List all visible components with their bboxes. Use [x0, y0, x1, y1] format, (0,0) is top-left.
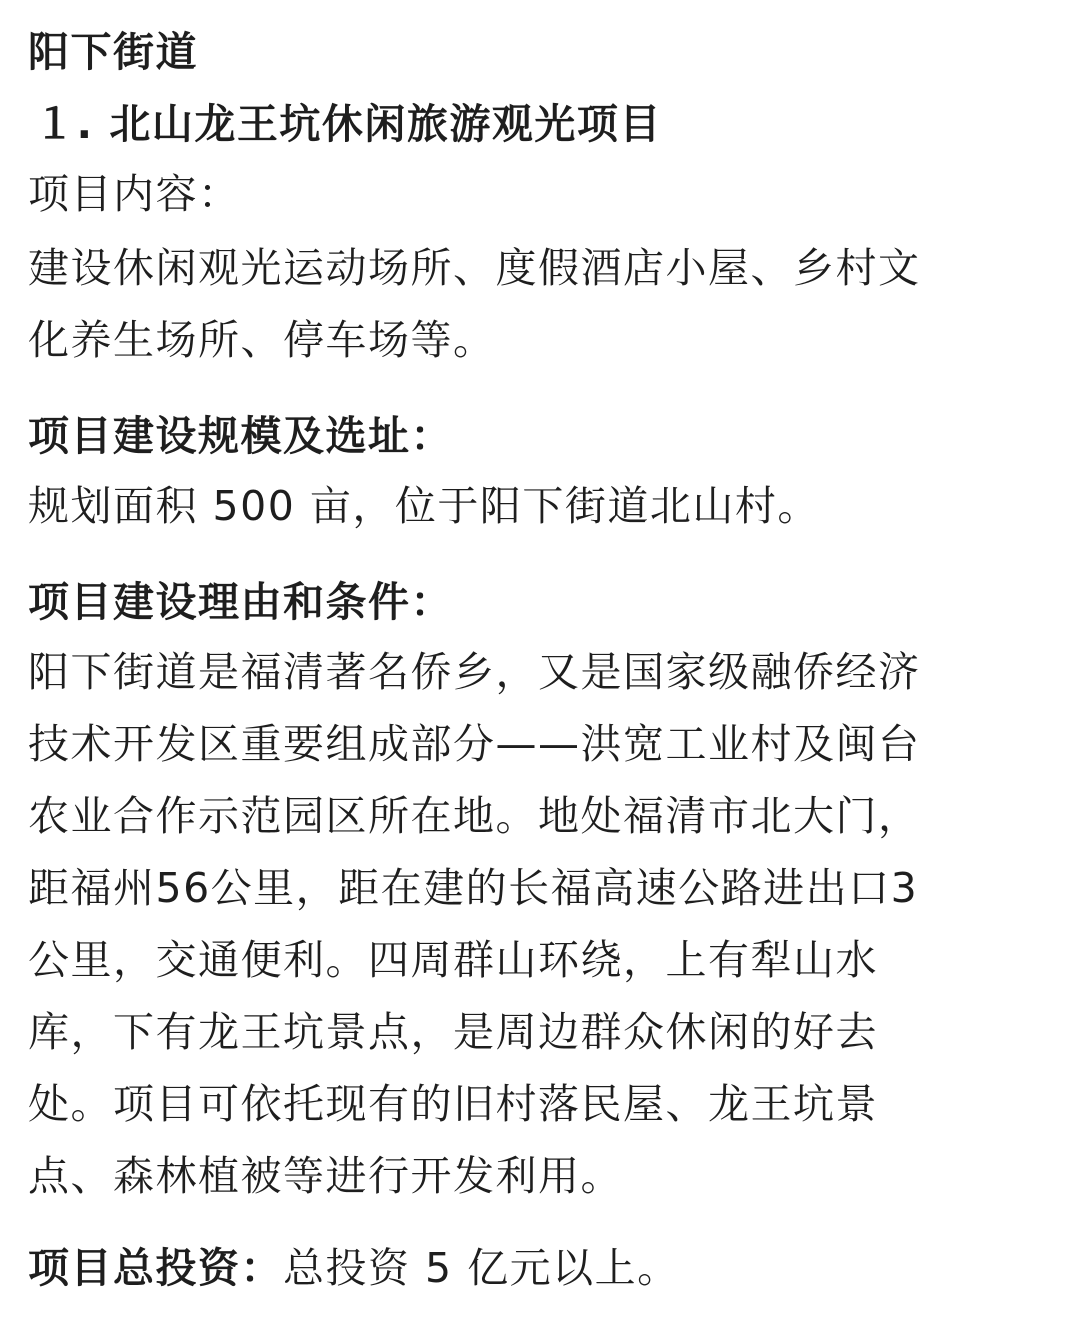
reason-line: 处。项目可依托现有的旧村落民屋、龙王坑景 — [28, 1080, 878, 1128]
investment-value: 总投资 5 亿元以上。 — [283, 1244, 680, 1292]
investment-heading: 项目总投资： — [28, 1244, 283, 1292]
district-title: 阳下街道 — [28, 28, 198, 76]
reason-line: 公里，交通便利。四周群山环绕，上有犁山水 — [28, 936, 878, 984]
reason-line: 农业合作示范园区所在地。地处福清市北大门， — [28, 792, 921, 840]
reason-heading: 项目建设理由和条件： — [28, 578, 453, 626]
reason-line: 库，下有龙王坑景点，是周边群众休闲的好去 — [28, 1008, 878, 1056]
reason-line: 阳下街道是福清著名侨乡，又是国家级融侨经济 — [28, 648, 921, 696]
scale-heading: 项目建设规模及选址： — [28, 412, 453, 460]
reason-line: 技术开发区重要组成部分——洪宽工业村及闽台 — [28, 720, 921, 768]
content-line: 化养生场所、停车场等。 — [28, 316, 496, 364]
scale-line: 规划面积 500 亩，位于阳下街道北山村。 — [28, 482, 820, 530]
content-line: 建设休闲观光运动场所、度假酒店小屋、乡村文 — [28, 244, 921, 292]
reason-line: 距福州56公里，距在建的长福高速公路进出口3 — [28, 864, 919, 912]
investment-line — [28, 1242, 680, 1294]
reason-line: 点、森林植被等进行开发利用。 — [28, 1152, 623, 1200]
content-heading: 项目内容： — [28, 170, 241, 218]
project-title: １. 北山龙王坑休闲旅游观光项目 — [34, 100, 662, 148]
